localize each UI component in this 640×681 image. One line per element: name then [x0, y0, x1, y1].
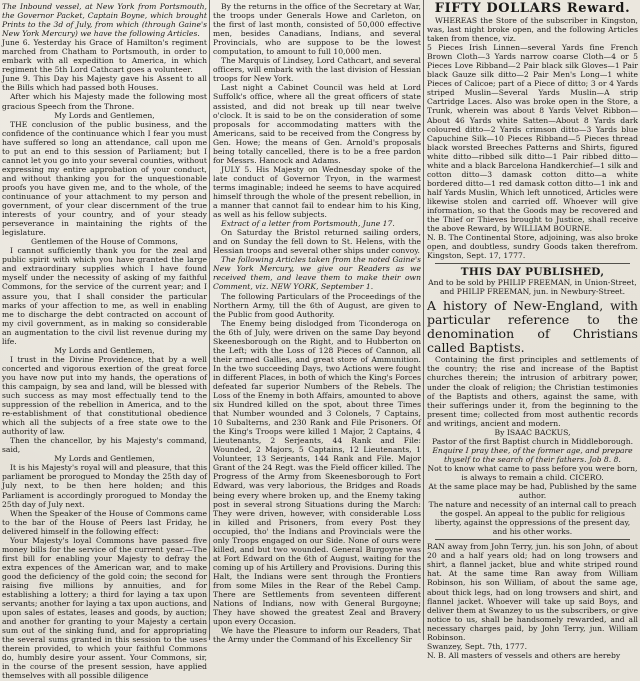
paragraph: The nature and necessity of an internal call to preach the gospel. An appeal to the public for religious liberty, against the oppressions of the present day, and his other works.	[428, 500, 637, 537]
paragraph: N. B. All masters of vessels and others are hereby	[427, 650, 621, 660]
paragraph: My Lords and Gentlemen,	[54, 110, 155, 120]
paragraph: THE conclusion of the public business, and the confidence of the continuance which I fear you must have suffered so long an attendance, call upon me to put an end to this session of Parliament; but I cannot let you go into your several counties, without expressing my entire approbation of your conduct, and without thanking you for the unquestionable proofs you have given me, and to the whole, of the continuance of your attachment to my person and government, of your clear discernment of the true interests of your country, and of your steady perseverance in maintaining the rights of the legislature.	[2, 119, 207, 238]
column-divider	[209, 0, 210, 640]
paragraph: When the Speaker of the House of Commons came to the bar of the House of Peers last Friday, he delivered himself in the following effect:	[2, 508, 207, 536]
paragraph: Pastor of the first Baptist church in Middleborough.	[431, 436, 634, 446]
paragraph: My Lords and Gentlemen,	[54, 454, 155, 464]
paragraph: N. B. The Continental Store, adjoining, was also broke open, and doubtless, sundry Goods taken therefrom. Kingston, Sept. 17, 1777.	[427, 233, 638, 261]
paragraph: Enquire I pray thee, of the former age, and prepare thyself to the search of their fathers. Job 8. 8.	[432, 445, 633, 464]
publication-seller: And to be sold by PHILIP FREEMAN, in Union-Street, and PHILIP FREEMAN, jun. in Newbury-Street.	[428, 278, 637, 297]
paragraph: Gentlemen of the House of Commons,	[31, 237, 178, 247]
paragraph: June 6. Yesterday his Grace of Hamilton's regiment marched from Chatham to Portsmouth, in order to embark with all expedition to America, in which regiment the 5th Lord Cathcart goes a volunteer.	[2, 38, 207, 75]
paragraph: 5 Pieces Irish Linnen—several Yards fine French Brown Cloth—3 Yards narrow coarse Cloth—4 or 5 Pieces Love Ribband—2 Pair black silk Gloves—1 Pair black Gauze silk ditto—2 Pair Men's Long—1 white Pieces of Calicoe; part of a Piece of ditto; 3 or 4 Yards striped Muslin—Several Yards Muslin—A strip Cartridge Laces. Also was broke open in the Store, a Trunk, wherein was about 8 Yards Velvet Ribbon—About 46 Yards white Satten—About 8 Yards dark coloured ditto—2 Yards crimson ditto—3 Yards blue Capuchine Silk—10 Pieces Ribband—5 Pieces thread black worsted Breeches Patterns and Shirts, figured white ditto—ribbed silk ditto—1 Pair ribbed ditto—white and a black Barcelona Handkerchief—1 silk and cotton ditto—3 damask cotton ditto—a white bordered ditto—1 red damask cotton ditto—1 ink and half Yards Muslin, Which left unnoticed, Articles were likewise stolen and carried off. Whoever will give information, so that the Goods may be recovered and the Thief or Thieves brought to Justice, shall receive the above Reward, by WILLIAM BOURNE.	[427, 43, 638, 234]
paragraph: After which his Majesty made the following most gracious Speech from the Throne.	[2, 92, 207, 111]
paragraph: Containing the first principles and settlements of the country; the rise and increase of the Baptist churches therein; the intrusion of arbitrary power, under the cloak of religion; the Christian testimonies of the Baptists and others, against the same, with their sufferings under it, from the beginning to the present time; collected from most authentic records and writings, ancient and modern.	[427, 355, 638, 428]
reward-notice	[427, 16, 638, 260]
paragraph: It is his Majesty's royal will and pleasure, that this parliament be prorogued to Monday the 25th day of July next, to be then here holden; and this Parliament is accordingly prorogued to Monday the 25th day of July next.	[2, 463, 207, 509]
paragraph: WHEREAS the Store of the subscriber in Kingston, was, last night broke open, and the following Articles taken from thence, viz.	[427, 16, 638, 44]
paragraph: By the returns in the office of the Secretary at War, the troops under Generals Howe and Carleton, on the first of last month, consisted of 50,000 effective men, besides Canadians, Indians, and several Provincials, who are suppose to be the lowest computation, to amount to full 10,000 men.	[213, 2, 421, 57]
reward-heading: FIFTY DOLLARS Reward.	[434, 1, 631, 16]
paragraph: I cannot sufficiently thank you for the zeal and public spirit with which you have granted the large and extraordinary supplies which I have found myself under the necessity of asking of my faithful Commons, for the service of the current year; and I assure you, that I shall consider the particular marks of your affection to me, as well in enabling me to discharge the debt contracted on account of my civil government, as in making so considerable an augmentation to the civil list revenue during my life.	[2, 246, 207, 346]
paragraph: JULY 5. His Majesty on Wednesday spoke of the late conduct of Governor Tryon, in the warmest terms imaginable; indeed he seems to have acquired himself through the whole of the present rebellion, in a manner that cannot fail to endear him to his King, as well as his fellow subjects.	[213, 164, 421, 220]
paragraph: June 9. This Day his Majesty gave his Assent to all the Bills which had passed both Houses.	[2, 74, 207, 93]
book-title: A history of New-England, with particular reference to the denomination of Christians called Baptists.	[427, 298, 638, 356]
column-right	[427, 1, 638, 660]
paragraph: The Enemy being dislodged from Ticonderoga on the 6th of July, were driven on the same Day beyond Skeenesborough on the Right, and to Hubberton on the Left; with the Loss of 128 Pieces of Cannon, all their armed Gallies, and great store of Ammunition. In the two succeeding Days, two Actions were fought in different Places, in both of which the King's Forces defeated far superior Numbers of the Rebels. The Loss of the Enemy in both Affairs, amounted to above six Hundred killed on the spot, about three Times that Number wounded and 3 Colonels, 7 Captains, 10 Subalterns, and 230 Rank and File Prisoners. Of the King's Troops were killed 1 Major, 2 Captains, 4 Lieutenants, 2 Serjeants, 44 Rank and File: Wounded, 2 Majors, 5 Captains, 12 Lieutenants, 1 Volunteer, 13 Serjeants, 144 Rank and File. Major Grant of the 24 Regt. was the Field officer killed. The Progress of the Army from Skeenesborough to Fort Edward, was very laborious, the Bridges and Roads being every where broken up, and the Enemy taking post in several strong Situations during the March: They were driven, however, with considerable Loss in killed and Prisoners, from every Post they occupied, tho' the Indians and Provincials were the only Troops engaged on our Side. None of ours were killed, and but two wounded. General Burgoyne was at Fort Edward on the 6th of August, waiting for the coming up of his Artillery and Provisions. During this Halt, the Indians were sent through the Frontiers from some Miles in the Rear of the Rebel Camp. There are Settlements from seventeen different Nations of Indians, now with General Burgoyne; They have showed the greatest Zeal and Bravery upon every Occasion.	[213, 318, 421, 627]
paragraph: We have the Pleasure to inform our Readers, That the Army under the Command of his Excellency Sir	[213, 626, 421, 645]
book-notice	[427, 355, 638, 536]
paragraph: The following Articles taken from the noted Gaine's New York Mercury, we give our Readers as we received them, and leave them to make their own Comment, viz. NEW YORK, September 1.	[213, 255, 421, 292]
publication-heading: THIS DAY PUBLISHED,	[460, 266, 605, 279]
paragraph: My Lords and Gentlemen,	[54, 345, 155, 355]
column-divider	[423, 0, 424, 640]
paragraph: At the same place may be had, Published by the same author.	[428, 482, 637, 501]
paragraph: By ISAAC BACKUS,	[494, 427, 571, 437]
paragraph: The Inbound vessel, at New York from Portsmouth, the Governor Packet, Captain Boyne, which brought Prints to the 3d of July, from which (through Gaine's New York Mercury) we have the following Articles.	[2, 2, 207, 39]
section-divider	[435, 263, 630, 264]
paragraph: Extract of a letter from Portsmouth, June 17.	[221, 219, 395, 229]
paragraph: I trust in the Divine Providence, that by a well concerted and vigorous exertion of the great force you have now put into my hands, the operations of this campaign, by sea and land, will be blessed with such success as may most effectually tend to the suppression of the rebellion in America, and to the re-establishment of that constitutional obedience which all the subjects of a free state owe to the authority of law.	[2, 354, 207, 437]
paragraph: The Marquis of Lindsey, Lord Cathcart, and several officers, will embark with the last division of Hessian troops for New York.	[213, 56, 421, 84]
paragraph: The following Particulars of the Proceedings of the Northern Army, till the 6th of August, are given to the Public from good Authority.	[213, 291, 421, 319]
paragraph: Your Majesty's loyal Commons have passed five money bills for the service of the current year.—The first bill for enabling your Majesty to defray the extra expences of the American war, and to make good the deficiency of the gold coin; the second for raising five millions by annuities, and for establishing a lottery; a third for laying a tax upon servants; another for laying a tax upon auctions, and upon sales of estates, leases and goods, by auction; and another for granting to your Majesty a certain sum out of the sinking fund, and for appropriating the several sums granted in this session to the uses therein provided, to which your faithful Commons do, humbly desire your assent. Your Commons, sir, in the course of the present session, have applied themselves with all possible diligence	[2, 535, 207, 681]
column-left	[2, 2, 207, 681]
paragraph: Last night a Cabinet Council was held at Lord Suffolk's office, where all the great officers of state assisted, and did not break up till near twelve o'clock. It is said to be on the consideration of some proposals for accommodating matters with the Americans, said to be received from the Congress by Gen. Howe; the means of Gen. Arnold's proposals being totally cancelled, there is to be a free pardon for Messrs. Hancock and Adams.	[213, 83, 421, 165]
paragraph: Then the chancellor, by his Majesty's command, said,	[2, 436, 207, 455]
runaway-notice	[427, 542, 638, 660]
paragraph: Not to know what came to pass before you were born, is always to remain a child. CICERO.	[427, 463, 638, 482]
paragraph: RAN away from John Terry, jun. his son John, of about 20 and a half years old; had on long trowsers and shirt, a flannel jacket, blue and white striped round hat. At the same time Ran away from William Robinson, his son William, of about the same age, about thick legs, had on long trowsers and shirt, and flannel jacket. Whoever will take up said Boys, and deliver them at Swanzey to us the subscribers, or give notice to us, shall be handsomely rewarded, and all necessary charges paid, by John Terry, jun. William Robinson.	[427, 542, 638, 642]
paragraph: On Saturday the Bristol returned sailing orders, and on Sunday the fell down to St. Helens, with the Hessian troops and several other ships under convoy.	[213, 228, 421, 256]
paragraph: Swanzey, Sept. 7th, 1777.	[427, 641, 528, 651]
column-middle	[213, 2, 421, 645]
section-divider	[435, 539, 630, 540]
